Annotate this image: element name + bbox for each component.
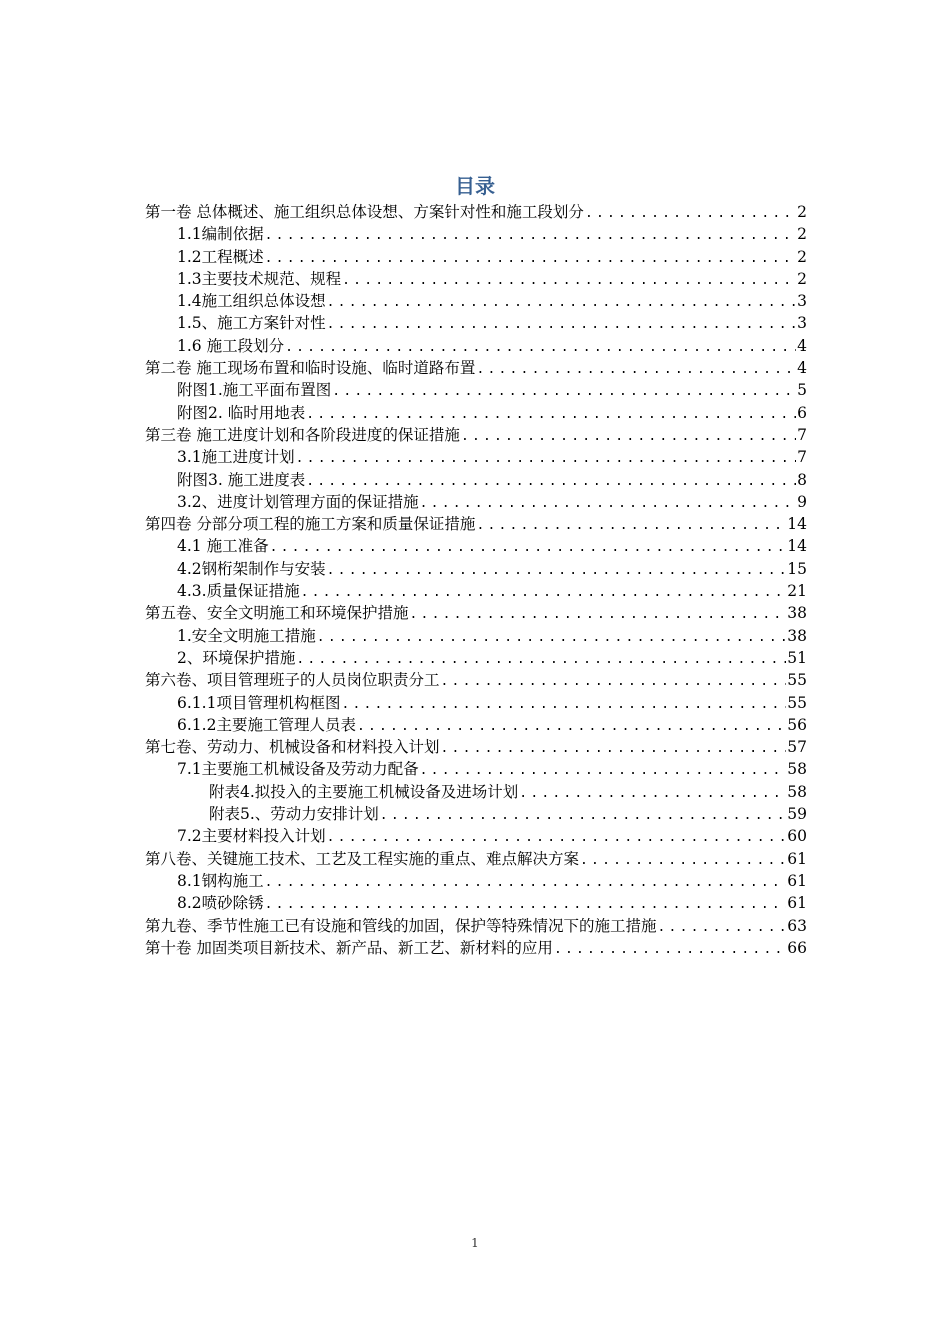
toc-dot-leader [342, 270, 796, 290]
toc-entry[interactable] [145, 625, 807, 647]
toc-entry-page: 4 [797, 336, 807, 355]
toc-entry-text: 6.1.2主要施工管理人员表 [177, 715, 356, 734]
toc-entry-text: 4.3.质量保证措施 [177, 582, 300, 601]
toc-entry-page: 14 [787, 537, 807, 556]
toc-entry-text: 1.2工程概述 [177, 247, 264, 266]
toc-entry[interactable] [145, 692, 807, 714]
toc-entry[interactable] [145, 825, 807, 847]
toc-dot-leader [420, 760, 787, 780]
toc-entry[interactable] [145, 223, 807, 245]
toc-entry-text: 附表4.拟投入的主要施工机械设备及进场计划 [209, 782, 519, 801]
toc-entry[interactable] [145, 535, 807, 557]
toc-entry-text: 3.2、进度计划管理方面的保证措施 [177, 492, 419, 511]
toc-entry[interactable] [145, 513, 807, 535]
toc-dot-leader [410, 604, 787, 624]
toc-entry-text: 1.4施工组织总体设想 [177, 292, 326, 311]
toc-entry-page: 7 [797, 425, 807, 444]
toc-entry-text: 6.1.1项目管理机构框图 [177, 693, 341, 712]
toc-entry[interactable] [145, 937, 807, 959]
toc-entry-text: 附表5.、劳动力安排计划 [209, 805, 379, 824]
toc-entry-page: 15 [787, 559, 807, 578]
toc-entry-text: 4.1 施工准备 [177, 537, 269, 556]
toc-entry-page: 9 [797, 492, 807, 511]
toc-entry-page: 5 [797, 381, 807, 400]
toc-entry-text: 1.5、施工方案针对性 [177, 314, 326, 333]
toc-entry-page: 21 [787, 582, 807, 601]
toc-dot-leader [461, 426, 796, 446]
toc-dot-leader [441, 671, 787, 691]
toc-entry-text: 附图2. 临时用地表 [177, 403, 306, 422]
toc-entry-page: 3 [797, 292, 807, 311]
toc-dot-leader [285, 337, 796, 357]
toc-entry[interactable] [145, 402, 807, 424]
toc-dot-leader [585, 203, 796, 223]
toc-entry-text: 第一卷 总体概述、施工组织总体设想、方案针对性和施工段划分 [145, 203, 584, 221]
toc-entry-page: 6 [797, 403, 807, 422]
toc-entry-text: 3.1施工进度计划 [177, 448, 295, 467]
toc-dot-leader [265, 872, 787, 892]
toc-dot-leader [380, 805, 786, 825]
toc-entry-page: 3 [797, 314, 807, 333]
toc-entry-text: 1.3主要技术规范、规程 [177, 269, 342, 288]
toc-entry-page: 8 [797, 470, 807, 489]
toc-entry-page: 66 [787, 938, 807, 957]
toc-entry[interactable] [145, 892, 807, 914]
toc-dot-leader [341, 694, 786, 714]
toc-dot-leader [580, 850, 786, 870]
toc-entry-text: 第六卷、项目管理班子的人员岗位职责分工 [145, 671, 440, 690]
toc-entry-text: 第五卷、安全文明施工和环境保护措施 [145, 604, 409, 623]
toc-entry-text: 8.1钢构施工 [177, 871, 264, 890]
toc-entry[interactable] [145, 736, 807, 758]
toc-dot-leader [554, 939, 786, 959]
toc-entry[interactable] [145, 335, 807, 357]
toc-dot-leader [332, 381, 796, 401]
toc-dot-leader [476, 359, 796, 379]
toc-entry[interactable] [145, 714, 807, 736]
toc-entry-text: 附图1.施工平面布置图 [177, 381, 332, 400]
toc-entry[interactable] [145, 602, 807, 624]
toc-entry-text: 1.1编制依据 [177, 225, 264, 244]
toc-dot-leader [306, 404, 796, 424]
toc-entry[interactable] [145, 848, 807, 870]
toc-entry[interactable] [145, 803, 807, 825]
toc-entry[interactable] [145, 201, 807, 223]
toc-entry-page: 2 [797, 269, 807, 288]
toc-entry-page: 58 [787, 782, 807, 801]
toc-dot-leader [441, 738, 787, 758]
toc-dot-leader [296, 649, 786, 669]
toc-entry-text: 1.安全文明施工措施 [177, 626, 316, 645]
toc-entry[interactable] [145, 870, 807, 892]
toc-entry-page: 2 [797, 247, 807, 266]
toc-entry-text: 第二卷 施工现场布置和临时设施、临时道路布置 [145, 359, 476, 378]
toc-dot-leader [306, 471, 796, 491]
toc-entry-page: 60 [787, 827, 807, 846]
toc-entry-page: 58 [787, 760, 807, 779]
toc-dot-leader [327, 314, 796, 334]
toc-dot-leader [270, 537, 787, 557]
toc-entry[interactable] [145, 290, 807, 312]
toc-entry-page: 14 [787, 515, 807, 534]
toc-entry-page: 2 [797, 203, 807, 221]
page-number: 1 [471, 1236, 479, 1250]
toc-dot-leader [327, 827, 787, 847]
toc-dot-leader [265, 894, 787, 914]
toc-entry-page: 61 [787, 894, 807, 913]
toc-dot-leader [301, 582, 787, 602]
toc-dot-leader [265, 248, 796, 268]
toc-entry[interactable] [145, 446, 807, 468]
toc-entry[interactable] [145, 580, 807, 602]
toc-entry[interactable] [145, 379, 807, 401]
toc-entry[interactable] [145, 647, 807, 669]
toc-entry-text: 4.2钢桁架制作与安装 [177, 559, 326, 578]
toc-entry-text: 第八卷、关键施工技术、工艺及工程实施的重点、难点解决方案 [145, 849, 580, 868]
toc-entry-page: 61 [787, 871, 807, 890]
toc-dot-leader [296, 448, 796, 468]
toc-dot-leader [327, 292, 796, 312]
toc-entry-page: 59 [787, 805, 807, 824]
toc-entry-text: 2、环境保护措施 [177, 648, 296, 667]
toc-entry-text: 7.2主要材料投入计划 [177, 827, 326, 846]
toc-entry-page: 7 [797, 448, 807, 467]
toc-entry-text: 附图3. 施工进度表 [177, 470, 306, 489]
toc-entry[interactable] [145, 781, 807, 803]
toc-dot-leader [357, 716, 786, 736]
toc-entry[interactable] [145, 469, 807, 491]
toc-entry-text: 第四卷 分部分项工程的施工方案和质量保证措施 [145, 515, 476, 534]
toc-entry-page: 51 [787, 648, 807, 667]
toc-entry[interactable] [145, 915, 807, 937]
toc-entry-text: 第七卷、劳动力、机械设备和材料投入计划 [145, 738, 440, 757]
toc-entry-page: 38 [787, 626, 807, 645]
toc-entry-page: 2 [797, 225, 807, 244]
toc-dot-leader [658, 917, 787, 937]
toc-entry[interactable] [145, 357, 807, 379]
toc-entry-page: 57 [787, 738, 807, 757]
toc-entry[interactable] [145, 669, 807, 691]
toc-entry-page: 63 [787, 916, 807, 935]
toc-entry[interactable] [145, 491, 807, 513]
toc-dot-leader [519, 783, 786, 803]
toc-dot-leader [317, 627, 786, 647]
toc-entry-page: 4 [797, 359, 807, 378]
table-of-contents [145, 201, 807, 959]
toc-entry-page: 55 [787, 671, 807, 690]
toc-title: 目录 [455, 174, 495, 198]
toc-entry[interactable] [145, 268, 807, 290]
toc-entry[interactable] [145, 312, 807, 334]
toc-dot-leader [327, 560, 787, 580]
toc-entry-text: 8.2喷砂除锈 [177, 894, 264, 913]
toc-entry[interactable] [145, 246, 807, 268]
toc-entry[interactable] [145, 558, 807, 580]
toc-entry-text: 第三卷 施工进度计划和各阶段进度的保证措施 [145, 425, 460, 444]
toc-dot-leader [476, 515, 786, 535]
toc-entry[interactable] [145, 424, 807, 446]
toc-entry-page: 56 [787, 715, 807, 734]
toc-entry-text: 1.6 施工段划分 [177, 336, 285, 355]
toc-entry-text: 第十卷 加固类项目新技术、新产品、新工艺、新材料的应用 [145, 938, 553, 957]
toc-entry-page: 55 [787, 693, 807, 712]
toc-entry[interactable] [145, 758, 807, 780]
toc-dot-leader [420, 493, 796, 513]
toc-entry-text: 7.1主要施工机械设备及劳动力配备 [177, 760, 419, 779]
toc-entry-page: 38 [787, 604, 807, 623]
toc-entry-page: 61 [787, 849, 807, 868]
toc-entry-text: 第九卷、季节性施工已有设施和管线的加固，保护等特殊情况下的施工措施 [145, 916, 657, 935]
toc-dot-leader [265, 225, 796, 245]
